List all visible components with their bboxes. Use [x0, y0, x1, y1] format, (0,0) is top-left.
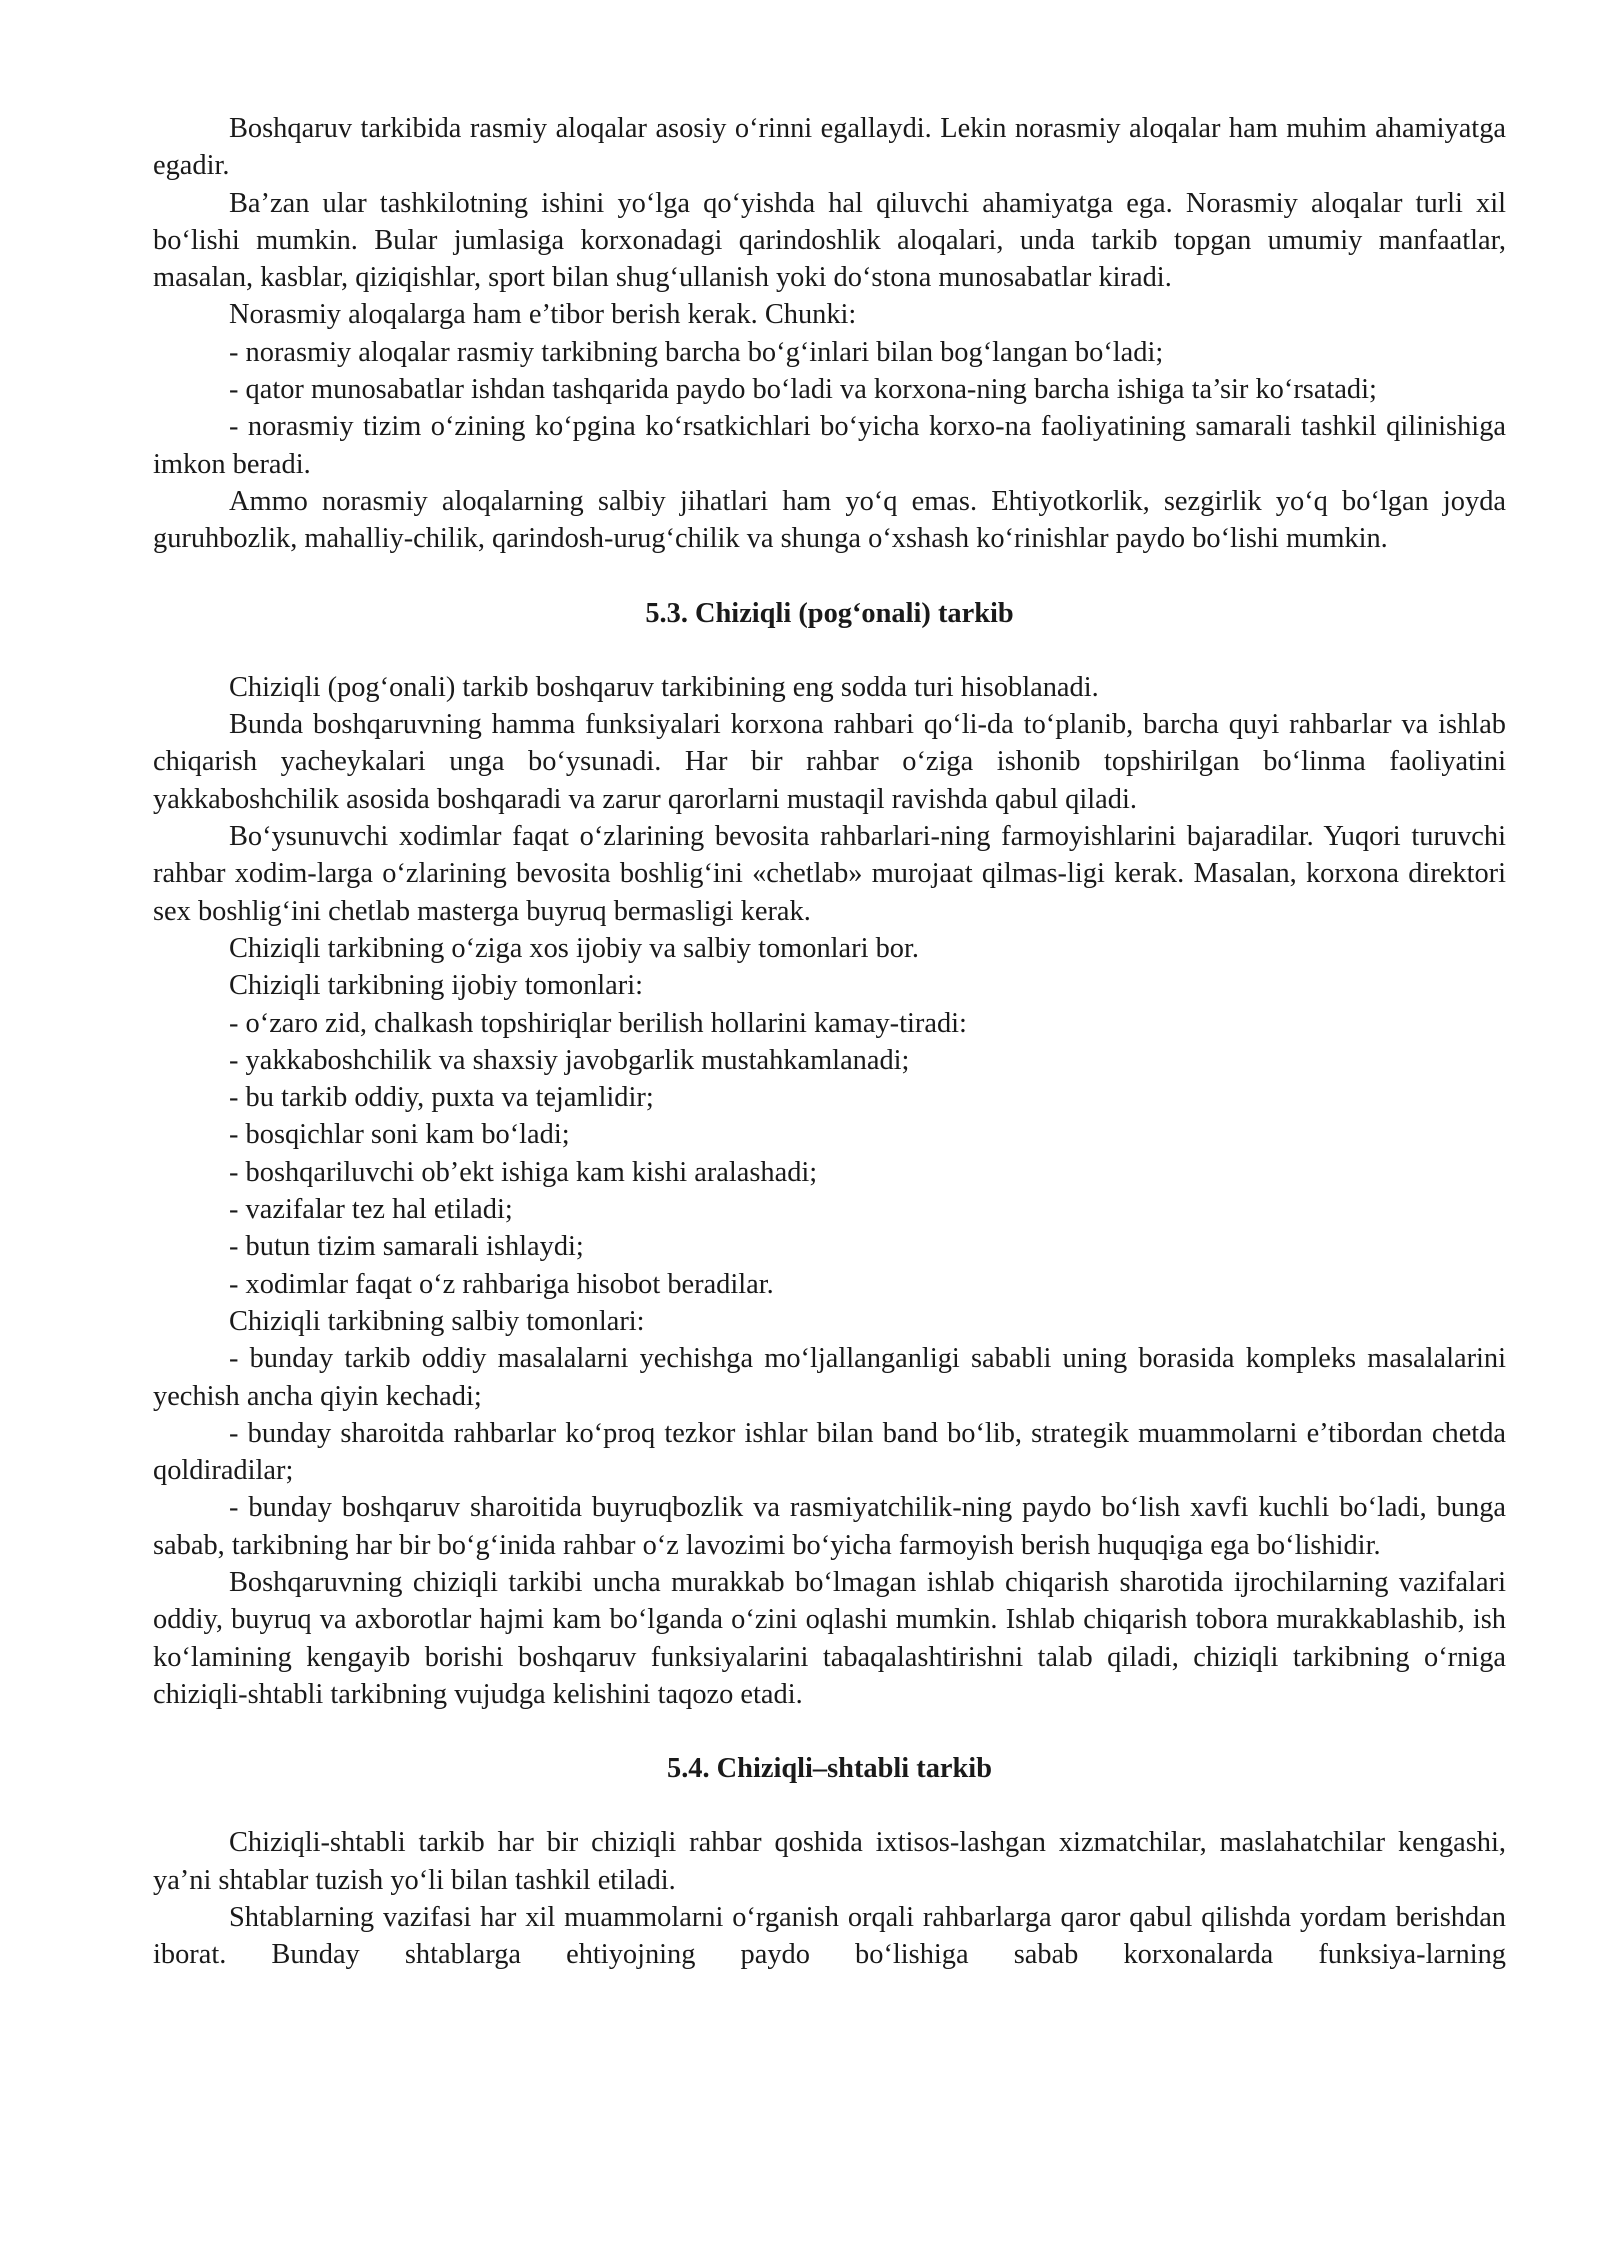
list-item: - bosqichlar soni kam bo‘ladi;: [229, 1119, 570, 1151]
paragraph: Bunda boshqaruvning hamma funksiyalari korxona rahbari qo‘li-da to‘planib, barcha quyi rahbarlar va ishlab chiqarish yacheykalari unga bo‘ysunadi. Har bir rahbar o‘ziga ishonib topshirilgan bo‘linma faoliyatini yakkaboshchilik asosida boshqaradi va zarur qarorlarni mustaqil ravishda qabul qiladi.: [153, 709, 1506, 815]
paragraph: Chiziqli-shtabli tarkib har bir chiziqli rahbar qoshida ixtisos-lashgan xizmatchilar, maslahatchilar kengashi, ya’ni shtablar tuzish yo‘li bilan tashkil etiladi.: [153, 1827, 1506, 1896]
document-page: [153, 110, 1506, 1974]
list-item: - norasmiy tizim o‘zining ko‘pgina ko‘rsatkichlari bo‘yicha korxo-na faoliyatining samarali tashkil qilinishiga imkon beradi.: [153, 411, 1506, 480]
list-item: - vazifalar tez hal etiladi;: [229, 1194, 513, 1226]
paragraph: Ammo norasmiy aloqalarning salbiy jihatlari ham yo‘q emas. Ehtiyotkorlik, sezgirlik yo‘q bo‘lgan joyda guruhbozlik, mahalliy-chilik, qarindosh-urug‘chilik va shunga o‘xshash ko‘rinishlar paydo bo‘lishi mumkin.: [153, 485, 1506, 555]
list-item: - yakkaboshchilik va shaxsiy javobgarlik mustahkamlanadi;: [229, 1044, 910, 1076]
paragraph: Shtablarning vazifasi har xil muammolarni o‘rganish orqali rahbarlarga qaror qabul qilishda yordam berishdan iborat. Bunday shtablarga ehtiyojning paydo bo‘lishiga sabab korxonalarda funksiya-larning: [153, 1902, 1506, 1971]
list-item: - o‘zaro zid, chalkash topshiriqlar berilish hollarini kamay-tiradi:: [229, 1007, 967, 1039]
list-item: - qator munosabatlar ishdan tashqarida paydo bo‘ladi va korxona-ning barcha ishiga ta’sir ko‘rsatadi;: [229, 374, 1377, 406]
section-heading-5-3: 5.3. Chiziqli (pog‘onali) tarkib: [645, 597, 1014, 629]
paragraph: Ba’zan ular tashkilotning ishini yo‘lga qo‘yishda hal qiluvchi ahamiyatga ega. Norasmiy aloqalar turli xil bo‘lishi mumkin. Bular jumlasiga korxonadagi qarindoshlik aloqalari, unda tarkib topgan umumiy manfaatlar, masalan, kasblar, qiziqishlar, sport bilan shug‘ullanish yoki do‘stona munosabatlar kiradi.: [153, 187, 1506, 294]
paragraph: Chiziqli tarkibning o‘ziga xos ijobiy va salbiy tomonlari bor.: [229, 932, 919, 964]
list-item: - norasmiy aloqalar rasmiy tarkibning barcha bo‘g‘inlari bilan bog‘langan bo‘ladi;: [229, 336, 1164, 368]
list-item: - butun tizim samarali ishlaydi;: [229, 1231, 584, 1263]
section-heading-5-4: 5.4. Chiziqli–shtabli tarkib: [667, 1753, 992, 1785]
list-item: - bu tarkib oddiy, puxta va tejamlidir;: [229, 1082, 654, 1114]
list-item: - bunday sharoitda rahbarlar ko‘proq tezkor ishlar bilan band bo‘lib, strategik muammolarni e’tibordan chetda qoldiradilar;: [153, 1417, 1506, 1487]
paragraph: Boshqaruvning chiziqli tarkibi uncha murakkab bo‘lmagan ishlab chiqarish sharotida ijrochilarning vazifalari oddiy, buyruq va axborotlar hajmi kam bo‘lganda o‘zini oqlashi mumkin. Ishlab chiqarish tobora murakkablashib, ish ko‘lamining kengayib borishi boshqaruv funksiyalarini tabaqalashtirishni talab qiladi, chiziqli tarkibning o‘rniga chiziqli-shtabli tarkibning vujudga kelishini taqozo etadi.: [153, 1566, 1506, 1710]
paragraph: Chiziqli (pog‘onali) tarkib boshqaruv tarkibining eng sodda turi hisoblanadi.: [229, 671, 1099, 703]
list-item: - xodimlar faqat o‘z rahbariga hisobot beradilar.: [229, 1268, 774, 1300]
list-item: - bunday boshqaruv sharoitida buyruqbozlik va rasmiyatchilik-ning paydo bo‘lish xavfi kuchli bo‘ladi, bunga sabab, tarkibning har bir bo‘g‘inida rahbar o‘z lavozimi bo‘yicha farmoyish berish huquqiga ega bo‘lishidir.: [153, 1492, 1506, 1561]
list-item: - boshqariluvchi ob’ekt ishiga kam kishi aralashadi;: [229, 1156, 818, 1188]
paragraph: Chiziqli tarkibning ijobiy tomonlari:: [229, 970, 643, 1002]
paragraph: Boshqaruv tarkibida rasmiy aloqalar asosiy o‘rinni egallaydi. Lekin norasmiy aloqalar ham muhim ahamiyatga egadir.: [153, 113, 1506, 182]
paragraph: Chiziqli tarkibning salbiy tomonlari:: [229, 1305, 645, 1337]
paragraph: Bo‘ysunuvchi xodimlar faqat o‘zlarining bevosita rahbarlari-ning farmoyishlarini bajaradilar. Yuqori turuvchi rahbar xodim-larga o‘zlarining bevosita boshlig‘ini «chetlab» murojaat qilmas-ligi kerak. Masalan, korxona direktori sex boshlig‘ini chetlab masterga buyruq bermasligi kerak.: [153, 821, 1506, 927]
list-item: - bunday tarkib oddiy masalalarni yechishga mo‘ljallanganligi sababli uning borasida kompleks masalalarini yechish ancha qiyin kechadi;: [153, 1343, 1506, 1412]
paragraph: Norasmiy aloqalarga ham e’tibor berish kerak. Chunki:: [229, 299, 857, 331]
